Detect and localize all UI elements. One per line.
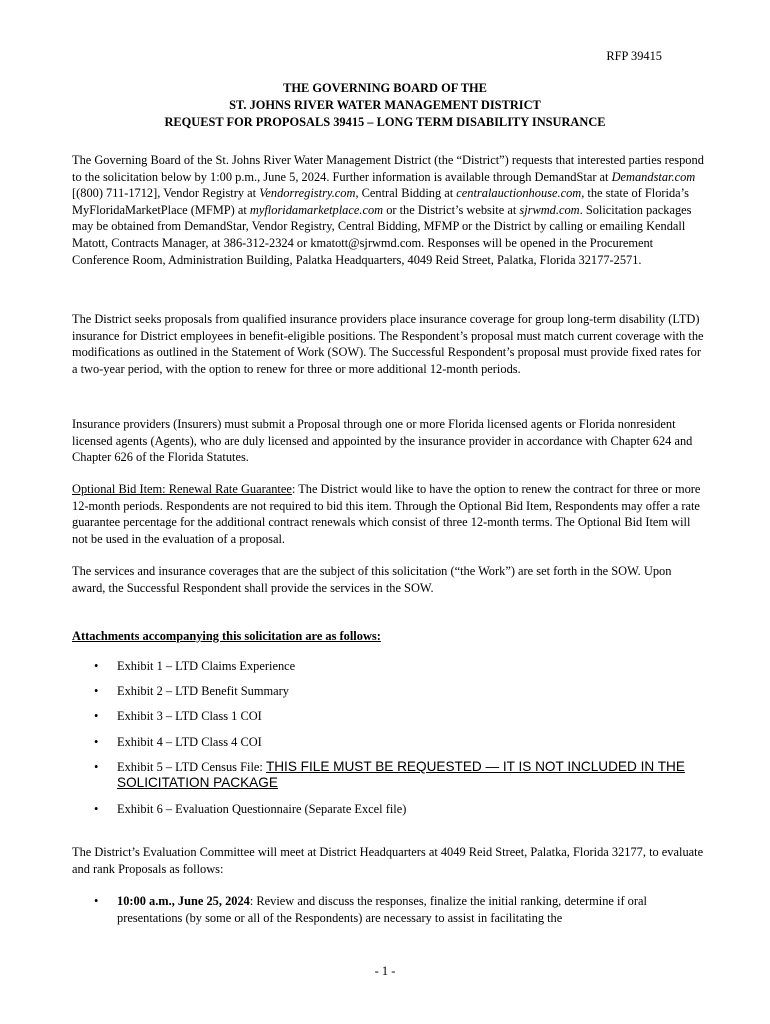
bullet-icon: • — [94, 709, 99, 724]
intro-text: the state of Florida’s MyFloridaMarketPlace (MFMP) at — [72, 186, 689, 217]
title-line-2: ST. JOHNS RIVER WATER MANAGEMENT DISTRICT — [229, 98, 541, 112]
attachment-label: Exhibit 6 – Evaluation Questionnaire (Separate Excel file) — [117, 801, 407, 816]
demandstar-link[interactable]: Demandstar.com — [611, 169, 696, 184]
services-paragraph: The services and insurance coverages that are the subject of this solicitation (“the Work”) are set forth in the SOW. Upon award, the Successful Respondent shall provide the services in the SOW. — [72, 564, 672, 595]
intro-paragraph — [72, 152, 704, 268]
bullet-icon: • — [94, 684, 99, 699]
centralbidding-link[interactable]: centralauctionhouse.com, — [456, 186, 585, 201]
intro-text: . Solicitation packages may be obtained from DemandStar, Vendor Registry, Central Bidding, MFMP or the District by calling or emailing Kendall Matott, Contracts Manager, at 386-312-2324 or kmatott@sjrwmd.com. Responses will be opened in the Procurement Conference Room, Administration Building, Palatka Headquarters, 4049 Reid Street, Palatka, Florida 32177-2571. — [72, 202, 692, 267]
attachment-label: Exhibit 5 – LTD Census File: — [117, 759, 266, 774]
list-item — [72, 658, 712, 675]
evaluation-intro: The District’s Evaluation Committee will meet at District Headquarters at 4049 Reid Street, Palatka, Florida 32177, to evaluate and rank Proposals as follows: — [72, 845, 704, 876]
list-item — [72, 759, 712, 792]
title-line-3: REQUEST FOR PROPOSALS 39415 – LONG TERM DISABILITY INSURANCE — [164, 115, 606, 129]
mfmp-link[interactable]: myfloridamarketplace.com — [249, 202, 384, 217]
intro-text: , Central Bidding at — [355, 186, 457, 201]
bullet-icon: • — [94, 894, 99, 908]
document-title — [0, 80, 770, 131]
attachment-label: Exhibit 1 – LTD Claims Experience — [117, 659, 296, 673]
schedule-date: 10:00 a.m., June 25, 2024 — [117, 894, 250, 908]
intro-text: or the District’s website at — [383, 202, 520, 217]
title-line-1: THE GOVERNING BOARD OF THE — [283, 81, 487, 95]
intro-text: The Governing Board of the St. Johns River Water Management District (the “District”) requests that interested parties respond to the solicitation below by 1:00 p.m., June 5, 2024. Further information is available through DemandStar at — [72, 153, 704, 184]
attachment-label: Exhibit 2 – LTD Benefit Summary — [117, 684, 289, 699]
attachment-label: Exhibit 3 – LTD Class 1 COI — [117, 709, 262, 724]
scope-paragraph: The District seeks proposals from qualified insurance providers place insurance coverage for group long-term disability (LTD) insurance for District employees in benefit-eligible positions. The Respondent’s proposal must match current coverage with the modifications as outlined in the Statement of Work (SOW). The Successful Respondent’s proposal must provide fixed rates for a two-year period, with the option to renew for three or more additional 12-month periods. — [72, 312, 704, 376]
district-website-link[interactable]: sjrwmd.com — [519, 202, 580, 217]
list-item — [72, 801, 712, 818]
list-item — [72, 734, 712, 751]
bullet-icon: • — [94, 759, 99, 774]
intro-text: [(800) 711-1712], Vendor Registry at — [72, 186, 260, 201]
list-item — [72, 893, 712, 926]
attachments-heading: Attachments accompanying this solicitation are as follows: — [72, 629, 381, 643]
bullet-icon: • — [94, 801, 99, 816]
bullet-icon: • — [94, 659, 99, 673]
optional-bid-label: Optional Bid Item: Renewal Rate Guarantee — [72, 482, 292, 496]
attachment-label: Exhibit 4 – LTD Class 4 COI — [117, 734, 262, 749]
attachments-list — [72, 658, 712, 826]
vendorregistry-link[interactable]: Vendorregistry.com — [259, 186, 356, 201]
bullet-icon: • — [94, 734, 99, 749]
census-file-notice: THIS FILE MUST BE REQUESTED — IT IS NOT INCLUDED IN THE SOLICITATION PACKAGE — [117, 758, 685, 791]
optional-bid-paragraph — [72, 481, 704, 547]
schedule-text: : Review and discuss the responses, finalize the initial ranking, determine if oral presentations (by some or all of the Respondents) are necessary to assist in facilitating the — [117, 894, 647, 925]
evaluation-schedule — [72, 893, 712, 926]
page-number: - 1 - — [374, 964, 396, 978]
list-item — [72, 708, 712, 725]
optional-bid-text: : The District would like to have the option to renew the contract for three or more 12-month periods. Respondents are not required to bid this item. Through the Optional Bid Item, Respondents may offer a rate guarantee percentage for the additional contract renewals which consist of three 12-month terms. The Optional Bid Item will not be used in the evaluation of a proposal. — [72, 482, 701, 546]
rfp-number: RFP 39415 — [606, 49, 662, 63]
list-item — [72, 683, 712, 700]
insurers-paragraph: Insurance providers (Insurers) must submit a Proposal through one or more Florida licensed agents or Florida nonresident licensed agents (Agents), who are duly licensed and appointed by the insurance provider in accordance with Chapter 624 and Chapter 626 of the Florida Statutes. — [72, 417, 693, 465]
